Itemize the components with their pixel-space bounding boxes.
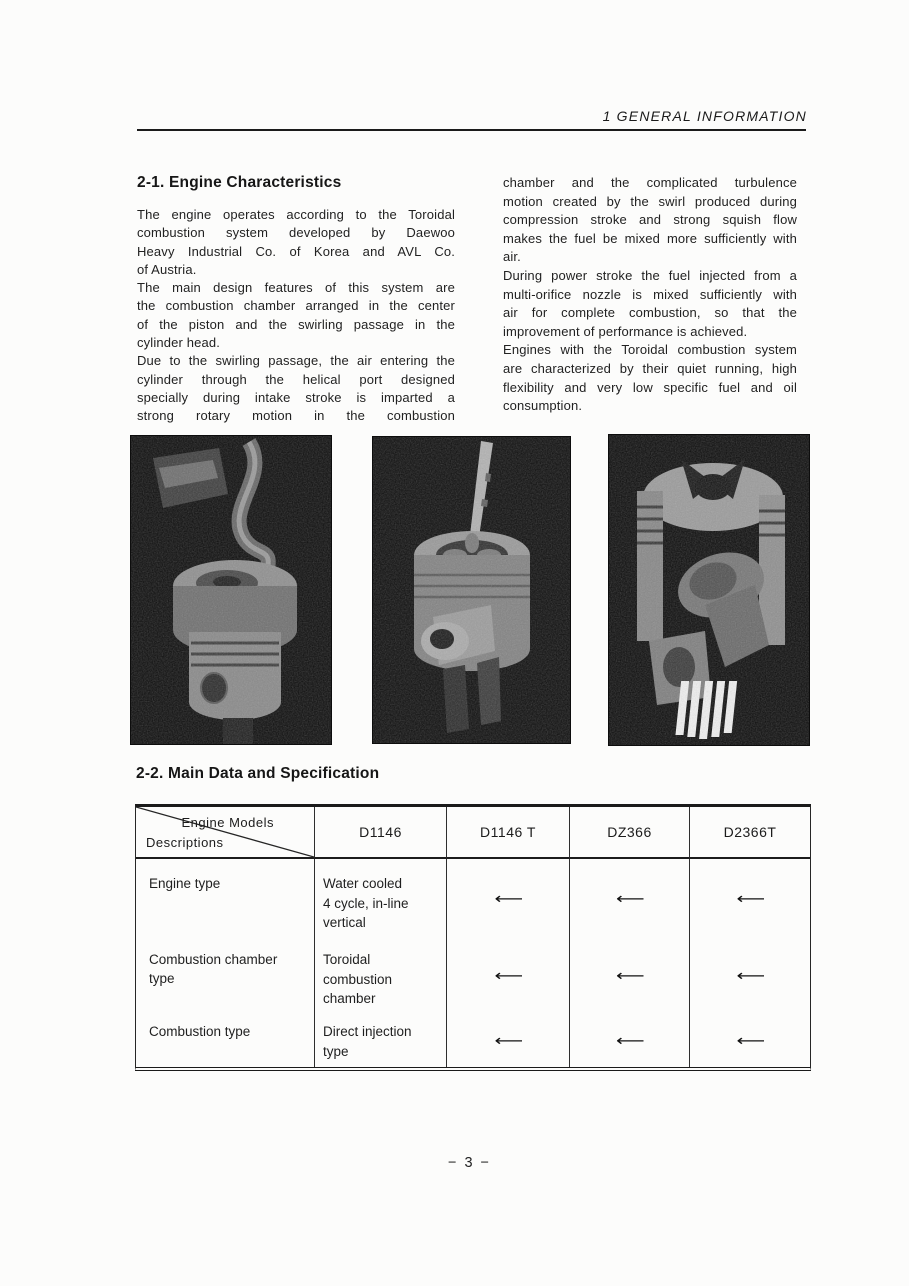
text-line: The engine operates according to the Toroidal	[137, 207, 455, 222]
text-line: are characterized by their quiet running, high	[503, 360, 797, 376]
ditto-arrow-icon	[570, 937, 690, 1013]
piston-cutaway-injector-photo	[373, 437, 570, 743]
ditto-arrow-glyph: ⟵	[736, 1031, 764, 1049]
text-line: cylinder through the helical port designed	[137, 371, 455, 387]
ditto-arrow-icon	[690, 937, 810, 1013]
cell-engine-type-d1146	[315, 859, 447, 937]
text-line: multi-orifice nozzle is mixed sufficiently with	[503, 286, 797, 302]
text-line: chamber and the complicated turbulence	[503, 175, 797, 190]
row-label-combustion-chamber-type: Combustion chamber type	[136, 937, 315, 1013]
text-line: compression stroke and strong squish flow	[503, 212, 797, 228]
ditto-arrow-icon	[690, 1013, 810, 1067]
cell-line: Toroidal	[323, 952, 371, 967]
text-line: combustion system developed by Daewoo	[137, 225, 455, 241]
ditto-arrow-icon	[447, 937, 570, 1013]
row-label-engine-type: Engine type	[136, 859, 315, 937]
text-line: air.	[503, 249, 521, 265]
column-header-dz366: DZ366	[570, 807, 690, 859]
section-2-1-heading: 2-1. Engine Characteristics	[137, 174, 342, 191]
text-line: Heavy Industrial Co. of Korea and AVL Co.	[137, 243, 455, 259]
page-number: − 3 −	[447, 1155, 492, 1171]
text-line: improvement of performance is achieved.	[503, 323, 748, 339]
text-line: of the piston and the swirling passage in the	[137, 316, 455, 332]
cell-line: combustion	[323, 971, 393, 987]
ditto-arrow-glyph: ⟵	[736, 966, 764, 984]
right-column-text	[503, 174, 797, 416]
table-corner-cell	[136, 807, 315, 859]
chapter-header: 1 GENERAL INFORMATION	[602, 108, 807, 124]
text-line: Due to the swirling passage, the air entering the	[137, 353, 455, 369]
corner-label-engine-models: Engine Models	[181, 815, 274, 830]
cell-line: 4 cycle, in-line	[323, 895, 409, 911]
cell-line: type	[323, 1043, 349, 1059]
piston-cutaway-swirl-photo	[131, 436, 331, 744]
section-2-2-heading: 2-2. Main Data and Specification	[136, 765, 380, 782]
text-line: makes the fuel be mixed more sufficiently with	[503, 230, 797, 246]
ditto-arrow-glyph: ⟵	[736, 889, 764, 907]
text-line: air for complete combustion, so that the	[503, 305, 797, 321]
section-2-1-left-column	[137, 174, 455, 426]
specification-table	[135, 804, 811, 1071]
ditto-arrow-glyph: ⟵	[616, 966, 643, 984]
column-header-d1146: D1146	[315, 807, 447, 859]
ditto-arrow-icon	[447, 1013, 570, 1067]
ditto-arrow-glyph: ⟵	[616, 1031, 643, 1049]
cell-line: chamber	[323, 991, 376, 1006]
piston-swirl-illustration	[131, 436, 331, 744]
ditto-arrow-glyph: ⟵	[616, 889, 643, 907]
text-line: The main design features of this system are	[137, 280, 455, 296]
text-line: strong rotary motion in the combustion	[137, 408, 455, 424]
ditto-arrow-icon	[570, 859, 690, 937]
piston-section-illustration	[609, 435, 809, 745]
section-2-1-right-column	[503, 174, 797, 416]
cell-combustion-type-d1146	[315, 1013, 447, 1067]
column-header-d1146t: D1146 T	[447, 807, 570, 859]
ditto-arrow-glyph: ⟵	[494, 889, 522, 907]
ditto-arrow-icon	[447, 859, 570, 937]
text-line: During power stroke the fuel injected from a	[503, 267, 797, 283]
corner-label-descriptions: Descriptions	[146, 835, 224, 850]
text-line: Engines with the Toroidal combustion system	[503, 342, 797, 358]
piston-cutaway-section-photo	[609, 435, 809, 745]
text-line: specially during intake stroke is imparted a	[137, 389, 455, 405]
text-line: flexibility and very low specific fuel and oil	[503, 379, 797, 395]
ditto-arrow-glyph: ⟵	[494, 1031, 522, 1049]
text-line: consumption.	[503, 398, 583, 414]
column-header-d2366t: D2366T	[690, 807, 810, 859]
text-line: of Austria.	[137, 261, 197, 277]
cell-line: Water cooled	[323, 876, 403, 891]
row-label-combustion-type: Combustion type	[136, 1013, 315, 1067]
text-line: motion created by the swirl produced during	[503, 193, 797, 209]
ditto-arrow-glyph: ⟵	[494, 966, 522, 984]
text-line: the combustion chamber arranged in the center	[137, 298, 455, 314]
ditto-arrow-icon	[570, 1013, 690, 1067]
cell-line: Direct injection	[323, 1024, 412, 1039]
cell-line: vertical	[323, 915, 366, 930]
text-line: cylinder head.	[137, 335, 221, 351]
ditto-arrow-icon	[690, 859, 810, 937]
piston-injector-illustration	[373, 437, 570, 743]
left-column-text	[137, 206, 455, 426]
header-rule	[137, 129, 806, 131]
cell-combustion-chamber-d1146	[315, 937, 447, 1013]
